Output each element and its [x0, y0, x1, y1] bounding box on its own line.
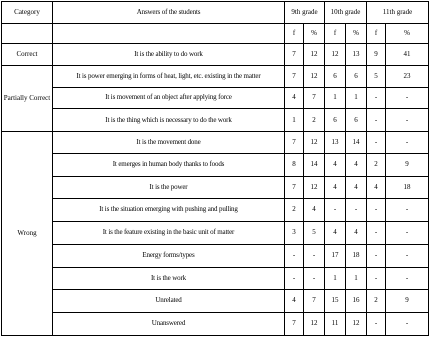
- category-correct: Correct: [2, 44, 53, 66]
- f-10th: 12: [325, 44, 346, 66]
- table-row: [2, 222, 429, 245]
- answer-cell: Unrelated: [53, 290, 285, 313]
- f-10th: 17: [325, 244, 346, 267]
- subheader-f: f: [285, 23, 304, 44]
- header-row: [2, 2, 429, 24]
- pct-10th: 14: [346, 132, 367, 154]
- subheader-percent: %: [346, 23, 367, 44]
- answer-cell: It is the ability to do work: [53, 44, 285, 66]
- subheader-blank: [2, 23, 53, 44]
- pct-9th: 4: [304, 199, 325, 222]
- answer-cell: It is the thing which is necessary to do the work: [53, 109, 285, 132]
- pct-11th: 23: [386, 66, 429, 88]
- pct-9th: -: [304, 267, 325, 290]
- f-11th: 5: [367, 66, 386, 88]
- f-11th: -: [367, 313, 386, 336]
- f-11th: 2: [367, 290, 386, 313]
- f-11th: 9: [367, 44, 386, 66]
- pct-10th: 6: [346, 66, 367, 88]
- pct-11th: -: [386, 222, 429, 245]
- f-9th: 4: [285, 87, 304, 109]
- answer-cell: It is the work: [53, 267, 285, 290]
- f-10th: 1: [325, 267, 346, 290]
- subheader-blank: [53, 23, 285, 44]
- pct-10th: -: [346, 199, 367, 222]
- pct-9th: 12: [304, 176, 325, 199]
- f-9th: 1: [285, 109, 304, 132]
- subheader-percent: %: [386, 23, 429, 44]
- table-row: [2, 132, 429, 154]
- table-row: [2, 244, 429, 267]
- answer-cell: Energy forms/types: [53, 244, 285, 267]
- pct-10th: 18: [346, 244, 367, 267]
- pct-10th: 1: [346, 87, 367, 109]
- pct-11th: 41: [386, 44, 429, 66]
- f-11th: -: [367, 244, 386, 267]
- f-10th: -: [325, 199, 346, 222]
- f-10th: 6: [325, 66, 346, 88]
- f-9th: -: [285, 244, 304, 267]
- f-10th: 4: [325, 153, 346, 176]
- pct-9th: 5: [304, 222, 325, 245]
- f-10th: 11: [325, 313, 346, 336]
- f-10th: 15: [325, 290, 346, 313]
- subheader-percent: %: [304, 23, 325, 44]
- pct-9th: 12: [304, 66, 325, 88]
- table-row: [2, 199, 429, 222]
- answer-cell: It is power emerging in forms of heat, light, etc. existing in the matter: [53, 66, 285, 88]
- answer-cell: It is the situation emerging with pushing and pulling: [53, 199, 285, 222]
- table-row: [2, 176, 429, 199]
- f-11th: -: [367, 132, 386, 154]
- f-11th: -: [367, 267, 386, 290]
- f-10th: 4: [325, 176, 346, 199]
- f-10th: 1: [325, 87, 346, 109]
- pct-11th: -: [386, 109, 429, 132]
- f-11th: -: [367, 199, 386, 222]
- category-wrong: Wrong: [2, 132, 53, 336]
- f-9th: 8: [285, 153, 304, 176]
- f-10th: 4: [325, 222, 346, 245]
- answer-cell: It emerges in human body thanks to foods: [53, 153, 285, 176]
- pct-9th: 7: [304, 87, 325, 109]
- answer-cell: It is the movement done: [53, 132, 285, 154]
- pct-10th: 12: [346, 313, 367, 336]
- f-11th: -: [367, 87, 386, 109]
- f-11th: -: [367, 109, 386, 132]
- f-9th: -: [285, 267, 304, 290]
- f-9th: 7: [285, 132, 304, 154]
- header-answers: Answers of the students: [53, 2, 285, 24]
- pct-10th: 4: [346, 222, 367, 245]
- student-answers-table: [1, 1, 429, 336]
- table-row: [2, 153, 429, 176]
- f-9th: 4: [285, 290, 304, 313]
- pct-10th: 4: [346, 176, 367, 199]
- pct-10th: 4: [346, 153, 367, 176]
- table-row: [2, 109, 429, 132]
- answer-cell: It is the power: [53, 176, 285, 199]
- table-row: [2, 44, 429, 66]
- f-11th: -: [367, 222, 386, 245]
- answer-cell: It is the feature existing in the basic unit of matter: [53, 222, 285, 245]
- f-11th: 2: [367, 153, 386, 176]
- header-category: Category: [2, 2, 53, 24]
- pct-11th: -: [386, 199, 429, 222]
- f-9th: 7: [285, 313, 304, 336]
- pct-9th: 14: [304, 153, 325, 176]
- f-10th: 6: [325, 109, 346, 132]
- f-10th: 13: [325, 132, 346, 154]
- pct-10th: 1: [346, 267, 367, 290]
- pct-9th: 12: [304, 313, 325, 336]
- pct-9th: -: [304, 244, 325, 267]
- answer-cell: Unanswered: [53, 313, 285, 336]
- pct-11th: 9: [386, 290, 429, 313]
- pct-9th: 12: [304, 132, 325, 154]
- pct-10th: 6: [346, 109, 367, 132]
- pct-11th: -: [386, 313, 429, 336]
- table-row: [2, 267, 429, 290]
- pct-11th: -: [386, 244, 429, 267]
- answer-cell: It is movement of an object after applying force: [53, 87, 285, 109]
- subheader-f: f: [367, 23, 386, 44]
- pct-11th: -: [386, 132, 429, 154]
- subheader-row: [2, 23, 429, 44]
- pct-9th: 2: [304, 109, 325, 132]
- pct-11th: 18: [386, 176, 429, 199]
- table-row: [2, 87, 429, 109]
- f-9th: 7: [285, 66, 304, 88]
- f-9th: 3: [285, 222, 304, 245]
- pct-10th: 16: [346, 290, 367, 313]
- pct-11th: 9: [386, 153, 429, 176]
- f-11th: 4: [367, 176, 386, 199]
- header-grade-9: 9th grade: [285, 2, 325, 24]
- f-9th: 7: [285, 176, 304, 199]
- header-grade-11: 11th grade: [367, 2, 429, 24]
- f-9th: 7: [285, 44, 304, 66]
- table-row: [2, 66, 429, 88]
- header-grade-10: 10th grade: [325, 2, 367, 24]
- f-9th: 2: [285, 199, 304, 222]
- pct-10th: 13: [346, 44, 367, 66]
- pct-9th: 12: [304, 44, 325, 66]
- pct-11th: -: [386, 87, 429, 109]
- pct-11th: -: [386, 267, 429, 290]
- category-partially-correct: Partially Correct: [2, 66, 53, 132]
- table-row: [2, 290, 429, 313]
- pct-9th: 7: [304, 290, 325, 313]
- table-row: [2, 313, 429, 336]
- subheader-f: f: [325, 23, 346, 44]
